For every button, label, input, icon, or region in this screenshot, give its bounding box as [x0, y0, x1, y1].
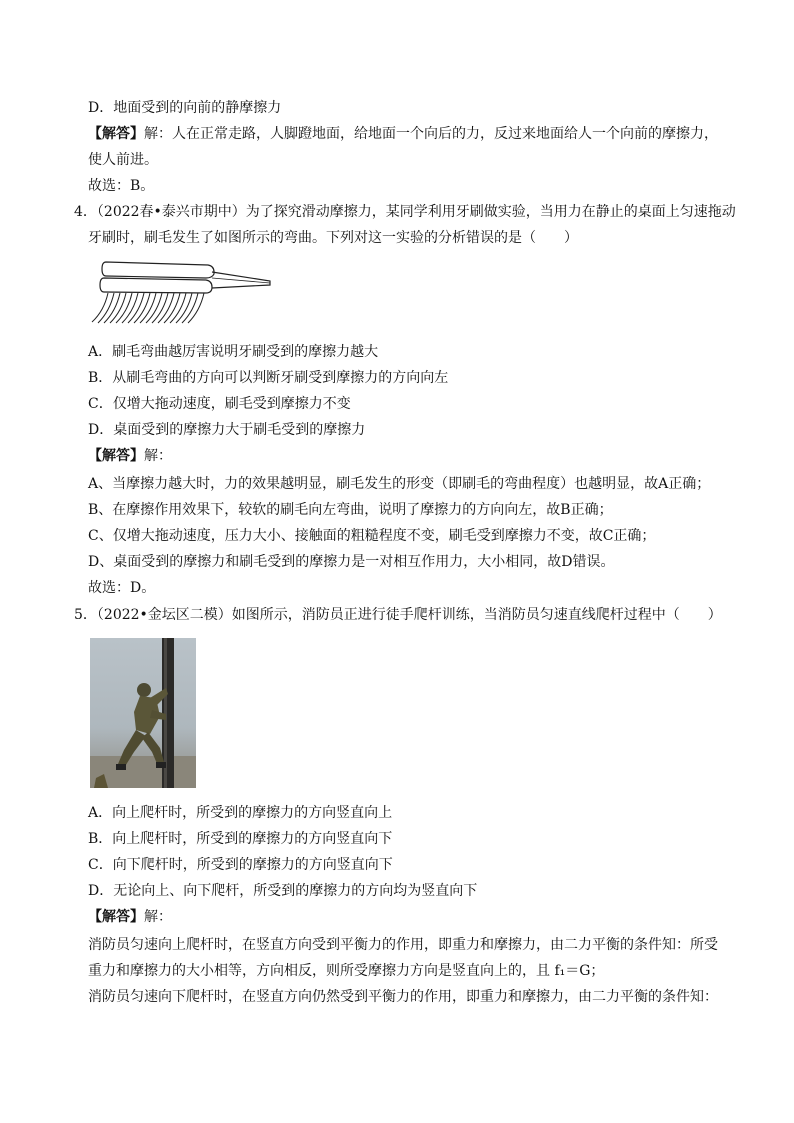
answer-tag: 【解答】 — [88, 909, 144, 925]
q5-stem: 5．（2022•金坛区二模）如图所示，消防员正进行徒手爬杆训练，当消防员匀速直线爬杆过程中（ ） — [74, 607, 722, 623]
q4-answer-line-c: C、仅增大拖动速度，压力大小、接触面的粗糙程度不变，刷毛受到摩擦力不变，故C正确； — [88, 528, 656, 544]
q3-answer-line1 — [88, 124, 718, 144]
q4-answer-head — [88, 446, 172, 466]
answer-tag: 【解答】 — [88, 126, 144, 142]
q4-choice: 故选：D。 — [88, 580, 156, 596]
q4-option-d: D．桌面受到的摩擦力大于刷毛受到的摩擦力 — [88, 422, 366, 438]
firefighter-pole-photo — [90, 638, 196, 788]
q3-answer-line2: 使人前进。 — [88, 152, 158, 168]
q4-option-c: C．仅增大拖动速度，刷毛受到摩擦力不变 — [88, 396, 351, 412]
answer-text: 解：人在正常走路，人脚蹬地面，给地面一个向后的力，反过来地面给人一个向前的摩擦力， — [144, 126, 718, 142]
q5-answer-line3: 消防员匀速向下爬杆时，在竖直方向仍然受到平衡力的作用，即重力和摩擦力，由二力平衡的条件知： — [88, 989, 718, 1005]
q4-stem-line2: 牙刷时，刷毛发生了如图所示的弯曲。下列对这一实验的分析错误的是（ ） — [88, 230, 578, 246]
answer-tag: 【解答】 — [88, 448, 144, 464]
q4-option-b: B．从刷毛弯曲的方向可以判断牙刷受到摩擦力的方向向左 — [88, 370, 449, 386]
q5-answer-line1: 消防员匀速向上爬杆时，在竖直方向受到平衡力的作用，即重力和摩擦力，由二力平衡的条件知：所受 — [88, 937, 718, 953]
q5-answer-line2: 重力和摩擦力的大小相等，方向相反，则所受摩擦力方向是竖直向上的，且 f₁＝G； — [88, 963, 605, 979]
q4-option-a: A．刷毛弯曲越厉害说明牙刷受到的摩擦力越大 — [88, 344, 379, 360]
q3-option-d: D．地面受到的向前的静摩擦力 — [88, 100, 282, 116]
q4-stem-line1: 4．（2022春•泰兴市期中）为了探究滑动摩擦力，某同学利用牙刷做实验，当用力在静止的桌面上匀速拖动 — [74, 204, 736, 220]
q4-answer-line-a: A、当摩擦力越大时，力的效果越明显，刷毛发生的形变（即刷毛的弯曲程度）也越明显，故A正确； — [88, 476, 711, 492]
q5-option-d: D．无论向上、向下爬杆，所受到的摩擦力的方向均为竖直向下 — [88, 883, 478, 899]
q5-option-a: A．向上爬杆时，所受到的摩擦力的方向竖直向上 — [88, 805, 393, 821]
q3-choice: 故选：B。 — [88, 178, 155, 194]
q4-answer-line-d: D、桌面受到的摩擦力和刷毛受到的摩擦力是一对相互作用力，大小相同，故D错误。 — [88, 554, 615, 570]
answer-text: 解： — [144, 448, 172, 464]
toothbrush-figure — [88, 256, 273, 328]
q4-answer-line-b: B、在摩擦作用效果下，较软的刷毛向左弯曲，说明了摩擦力的方向向左，故B正确； — [88, 502, 613, 518]
answer-text: 解： — [144, 909, 172, 925]
q5-answer-head — [88, 907, 172, 927]
q5-option-c: C．向下爬杆时，所受到的摩擦力的方向竖直向下 — [88, 857, 393, 873]
q5-option-b: B．向上爬杆时，所受到的摩擦力的方向竖直向下 — [88, 831, 393, 847]
